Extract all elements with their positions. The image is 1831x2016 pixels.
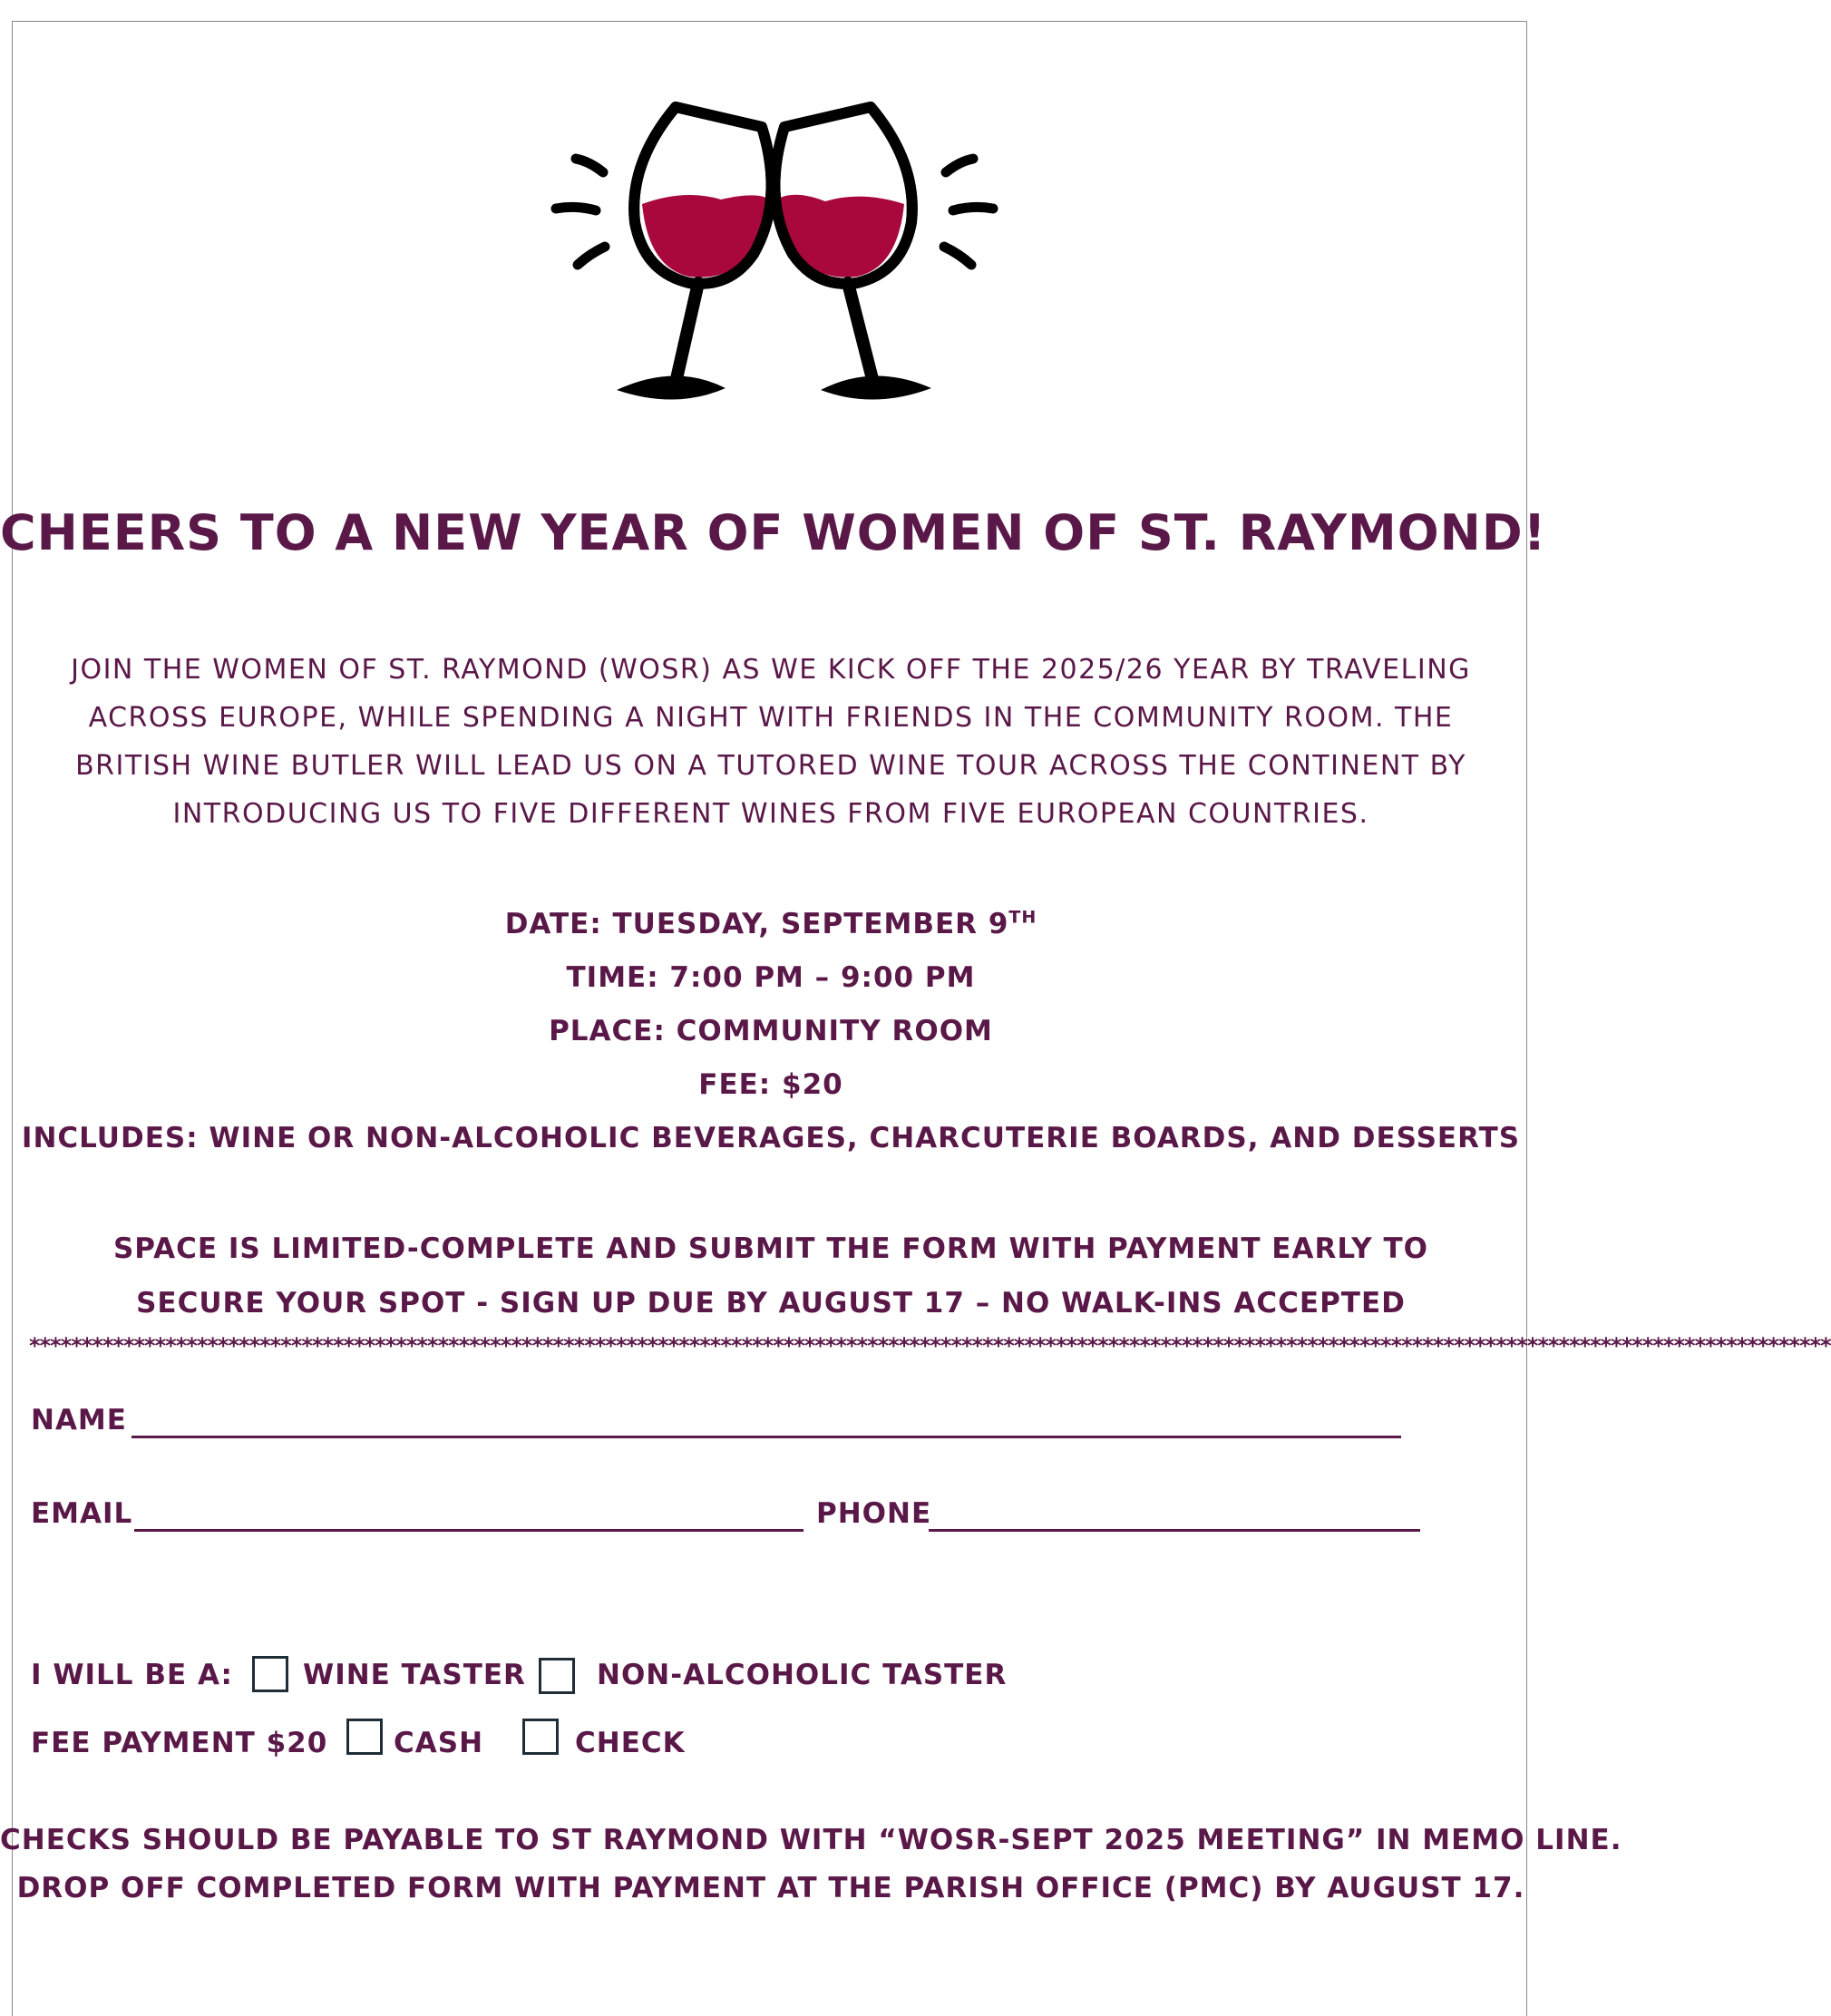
clinking-wine-glasses-icon [540,45,1011,463]
wine-taster-checkbox[interactable] [252,1656,288,1692]
non-alcoholic-taster-label: NON-ALCOHOLIC TASTER [597,1659,1008,1691]
footer-line: DROP OFF COMPLETED FORM WITH PAYMENT AT THE PARISH OFFICE (PMC) BY AUGUST 17. [16,1872,1525,1904]
payment-label: FEE PAYMENT $20 [31,1727,328,1759]
cash-label: CASH [394,1727,484,1759]
asterisk-separator: **************************************************************************************************************************************************************************** [29,1333,1831,1359]
check-checkbox[interactable] [522,1719,559,1755]
footer-line: CHECKS SHOULD BE PAYABLE TO ST RAYMOND WITH “WOSR-SEPT 2025 MEETING” IN MEMO LINE. [0,1824,1622,1856]
check-label: CHECK [575,1727,686,1759]
wine-taster-label: WINE TASTER [303,1659,526,1691]
event-place: PLACE: COMMUNITY ROOM [549,1015,993,1047]
notice-line: SECURE YOUR SPOT - SIGN UP DUE BY AUGUST 17 – NO WALK-INS ACCEPTED [136,1287,1406,1320]
intro-paragraph [36,646,1505,838]
event-includes: INCLUDES: WINE OR NON-ALCOHOLIC BEVERAGES, CHARCUTERIE BOARDS, AND DESSERTS [21,1122,1521,1154]
event-time: TIME: 7:00 PM – 9:00 PM [566,961,976,994]
non-alcoholic-taster-checkbox[interactable] [539,1658,575,1694]
intro-line: BRITISH WINE BUTLER WILL LEAD US ON A TUTORED WINE TOUR ACROSS THE CONTINENT BY [75,750,1466,782]
intro-line: INTRODUCING US TO FIVE DIFFERENT WINES FROM FIVE EUROPEAN COUNTRIES. [172,798,1369,830]
registration-notice [0,1222,1542,1330]
name-field[interactable] [131,1436,1401,1438]
email-field[interactable] [134,1529,803,1532]
name-label: NAME [31,1404,127,1437]
role-label: I WILL BE A: [31,1659,233,1691]
phone-label: PHONE [816,1497,932,1530]
intro-line: ACROSS EUROPE, WHILE SPENDING A NIGHT WITH FRIENDS IN THE COMMUNITY ROOM. THE [88,702,1454,734]
phone-field[interactable] [929,1529,1420,1532]
notice-line: SPACE IS LIMITED-COMPLETE AND SUBMIT THE FORM WITH PAYMENT EARLY TO [112,1232,1429,1265]
event-date: DATE: TUESDAY, SEPTEMBER 9TH [504,907,1037,940]
event-details [0,898,1542,1165]
email-label: EMAIL [31,1497,133,1530]
payment-instructions [0,1816,1622,1913]
page-title: CHEERS TO A NEW YEAR OF WOMEN OF ST. RAYMOND! [0,504,1547,561]
event-fee: FEE: $20 [698,1068,843,1101]
intro-line: JOIN THE WOMEN OF ST. RAYMOND (WOSR) AS WE KICK OFF THE 2025/26 YEAR BY TRAVELING [71,654,1471,686]
cash-checkbox[interactable] [346,1719,383,1755]
